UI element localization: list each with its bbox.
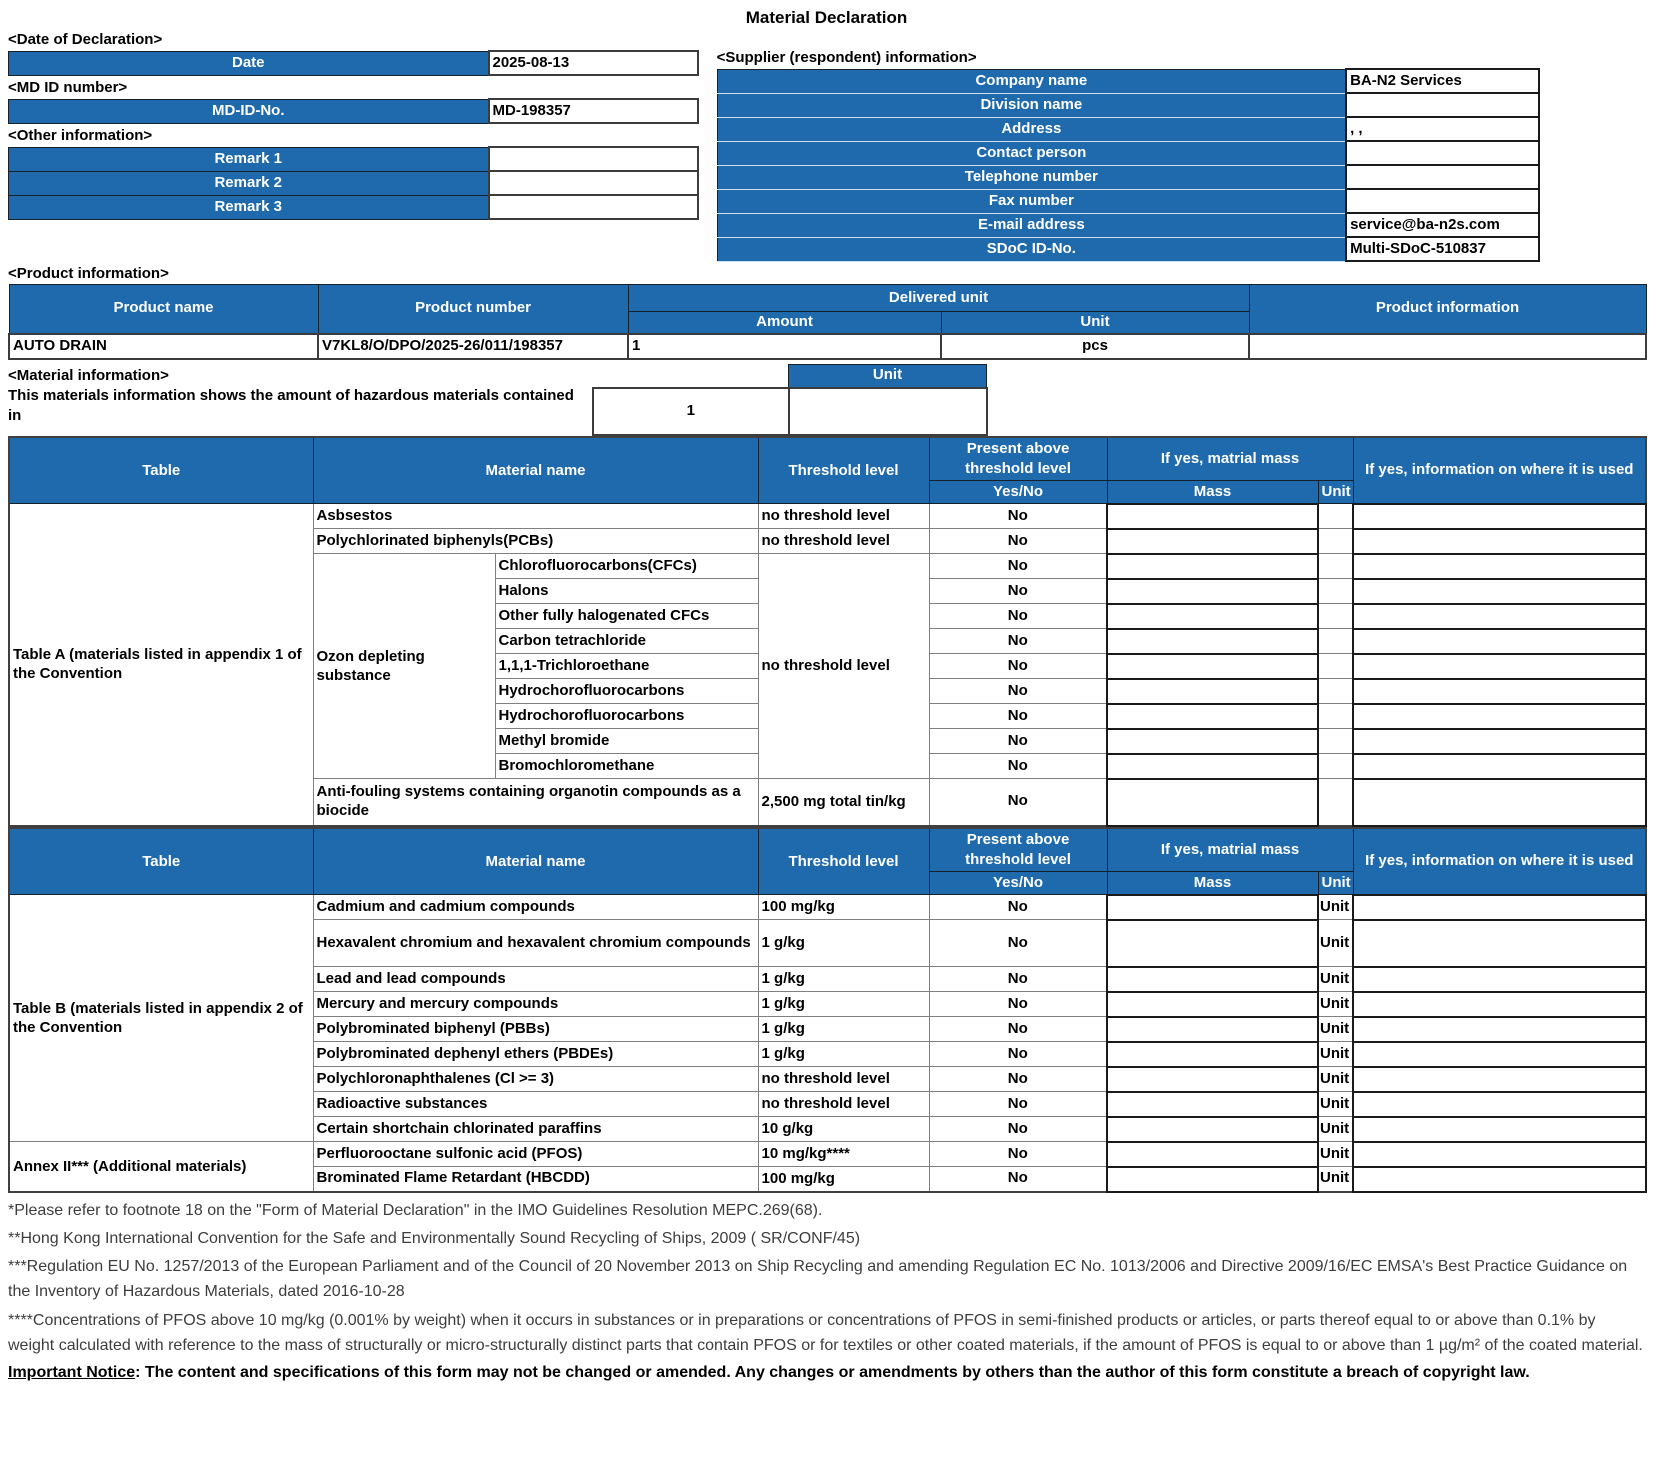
remarks-table: [8, 146, 699, 220]
unit-cell: Unit: [1318, 1117, 1353, 1142]
threshold-cell: no threshold level: [758, 1092, 929, 1117]
md-id-heading: <MD ID number>: [8, 79, 128, 96]
present-cell: No: [929, 1117, 1107, 1142]
unit-subheader: Unit: [1318, 872, 1353, 895]
threshold-level-header: Threshold level: [758, 828, 929, 895]
footnote-4: ****Concentrations of PFOS above 10 mg/kg (0.001% by weight) when it occurs in substances or in preparations or concentrations of PFOS in semi-finished products or articles, or parts thereof equal to or above than 0.1% by weight calculated with reference to the mass of structurally or micro-structurally distinct parts that contain PFOS or for textiles or other coated materials, if the amount of PFOS is equal to or above than 1 µg/m² of the coated material.: [8, 1311, 1643, 1354]
remark-1-label: Remark 1: [9, 147, 489, 171]
present-cell: No: [929, 604, 1107, 629]
unit-cell: Unit: [1318, 895, 1353, 920]
unit-cell: [1318, 629, 1353, 654]
material-unit-table: [592, 364, 988, 436]
fax-value: [1346, 189, 1539, 213]
table-row: [9, 171, 698, 195]
material-cell: Lead and lead compounds: [313, 967, 758, 992]
where-used-cell: [1353, 1017, 1646, 1042]
mass-cell: [1107, 1042, 1318, 1067]
table-column-header: Table: [9, 437, 313, 504]
table-row: [717, 213, 1539, 237]
contact-person-label: Contact person: [717, 141, 1346, 165]
where-used-cell: [1353, 679, 1646, 704]
product-information-header: Product information: [1249, 285, 1646, 334]
mass-cell: [1107, 895, 1318, 920]
where-used-cell: [1353, 729, 1646, 754]
table-row: [9, 828, 1646, 872]
mass-cell: [1107, 1092, 1318, 1117]
mass-cell: [1107, 704, 1318, 729]
unit-cell: [1318, 579, 1353, 604]
unit-cell: Unit: [1318, 967, 1353, 992]
table-row: [9, 195, 698, 219]
material-cell: Polybrominated dephenyl ethers (PBDEs): [313, 1042, 758, 1067]
mass-cell: [1107, 729, 1318, 754]
mass-cell: [1107, 1142, 1318, 1167]
threshold-cell: 100 mg/kg: [758, 895, 929, 920]
unit-cell: Unit: [1318, 1092, 1353, 1117]
material-cell: Certain shortchain chlorinated paraffins: [313, 1117, 758, 1142]
unit-cell: [1318, 754, 1353, 779]
present-cell: No: [929, 729, 1107, 754]
sub-material-cell: Halons: [495, 579, 758, 604]
company-name-label: Company name: [717, 69, 1346, 93]
sub-material-cell: Chlorofluorocarbons(CFCs): [495, 554, 758, 579]
present-cell: No: [929, 704, 1107, 729]
product-name-header: Product name: [9, 285, 318, 334]
where-used-cell: [1353, 1092, 1646, 1117]
present-cell: No: [929, 504, 1107, 529]
footnote-3: ***Regulation EU No. 1257/2013 of the European Parliament and of the Council of 20 November 2013 on Ship Recycling and amending Regulation EC No. 1013/2006 and Directive 2009/16/EC EMSA's Best Practice Guidance on the Inventory of Hazardous Materials, dated 2016-10-28: [8, 1258, 1628, 1301]
mass-cell: [1107, 554, 1318, 579]
where-used-cell: [1353, 754, 1646, 779]
material-cell: Asbsestos: [313, 504, 758, 529]
unit-cell: Unit: [1318, 1167, 1353, 1192]
md-id-value: MD-198357: [489, 99, 698, 123]
table-row: [717, 69, 1539, 93]
product-info-value: [1249, 334, 1646, 359]
sub-material-cell: Hydrochorofluorocarbons: [495, 679, 758, 704]
unit-cell: [1318, 779, 1353, 826]
table-row: [9, 147, 698, 171]
other-information-heading: <Other information>: [8, 127, 153, 144]
md-id-table: [8, 98, 699, 124]
table-row: [593, 364, 987, 388]
table-row: [717, 141, 1539, 165]
sub-material-cell: Hydrochorofluorocarbons: [495, 704, 758, 729]
telephone-value: [1346, 165, 1539, 189]
contact-person-value: [1346, 141, 1539, 165]
unit-cell: [1318, 704, 1353, 729]
email-value: service@ba-n2s.com: [1346, 213, 1539, 237]
if-yes-mass-header: If yes, matrial mass: [1107, 437, 1353, 481]
material-information-description: This materials information shows the amount of hazardous materials contained in: [8, 386, 574, 424]
where-used-cell: [1353, 579, 1646, 604]
threshold-cell: 100 mg/kg: [758, 1167, 929, 1192]
table-row: [593, 388, 987, 435]
present-cell: No: [929, 992, 1107, 1017]
where-used-cell: [1353, 704, 1646, 729]
address-label: Address: [717, 117, 1346, 141]
mass-cell: [1107, 1167, 1318, 1192]
product-table: [8, 284, 1647, 360]
yes-no-header: Yes/No: [929, 872, 1107, 895]
threshold-cell: 1 g/kg: [758, 1042, 929, 1067]
where-used-cell: [1353, 920, 1646, 967]
material-cell: Polychlorinated biphenyls(PCBs): [313, 529, 758, 554]
material-cell: Radioactive substances: [313, 1092, 758, 1117]
unit-cell: Unit: [1318, 920, 1353, 967]
present-cell: No: [929, 1167, 1107, 1192]
date-table: [8, 50, 699, 76]
product-name-value: AUTO DRAIN: [9, 334, 318, 359]
annex-ii-label: Annex II*** (Additional materials): [9, 1142, 313, 1192]
threshold-cell: 1 g/kg: [758, 1017, 929, 1042]
unit-cell: [1318, 729, 1353, 754]
threshold-cell: 10 g/kg: [758, 1117, 929, 1142]
sub-material-cell: Other fully halogenated CFCs: [495, 604, 758, 629]
material-cell: Hexavalent chromium and hexavalent chromium compounds: [313, 920, 758, 967]
unit-subheader: Unit: [1318, 481, 1353, 504]
md-id-label: MD-ID-No.: [9, 99, 489, 123]
table-a-label: Table A (materials listed in appendix 1 of the Convention: [9, 504, 313, 826]
product-information-heading: <Product information>: [8, 265, 169, 282]
threshold-cell: no threshold level: [758, 529, 929, 554]
supplier-block: [705, 46, 1645, 262]
table-row: [9, 285, 1646, 312]
mass-cell: [1107, 604, 1318, 629]
top-section: [8, 28, 1645, 262]
date-value: 2025-08-13: [489, 51, 698, 75]
material-name-header: Material name: [313, 828, 758, 895]
if-yes-info-header: If yes, information on where it is used: [1353, 437, 1646, 504]
where-used-cell: [1353, 604, 1646, 629]
table-row: [9, 51, 698, 75]
unit-cell: [1318, 679, 1353, 704]
threshold-cell: 1 g/kg: [758, 967, 929, 992]
delivered-unit-header: Delivered unit: [628, 285, 1249, 312]
remark-1-value: [489, 147, 698, 171]
important-notice-text: : The content and specifications of this form may not be changed or amended. Any changes or amendments by others than the author of this form constitute a breach of copyright law.: [135, 1364, 1530, 1382]
mass-cell: [1107, 920, 1318, 967]
unit-cell: [1318, 554, 1353, 579]
mass-cell: [1107, 1117, 1318, 1142]
sub-material-cell: Bromochloromethane: [495, 754, 758, 779]
where-used-cell: [1353, 1067, 1646, 1092]
address-value: , ,: [1346, 117, 1539, 141]
email-label: E-mail address: [717, 213, 1346, 237]
if-yes-info-header: If yes, information on where it is used: [1353, 828, 1646, 895]
threshold-cell: no threshold level: [758, 1067, 929, 1092]
unit-cell: [1318, 504, 1353, 529]
important-notice: [8, 1361, 1645, 1386]
present-cell: No: [929, 779, 1107, 826]
where-used-cell: [1353, 895, 1646, 920]
present-cell: No: [929, 967, 1107, 992]
mass-cell: [1107, 1067, 1318, 1092]
material-information-block: [8, 364, 1645, 436]
amount-header: Amount: [628, 312, 941, 334]
footnotes-block: [8, 1198, 1645, 1386]
division-name-value: [1346, 93, 1539, 117]
table-row: [9, 1142, 1646, 1167]
where-used-cell: [1353, 779, 1646, 826]
material-cell: Cadmium and cadmium compounds: [313, 895, 758, 920]
material-cell: Brominated Flame Retardant (HBCDD): [313, 1167, 758, 1192]
where-used-cell: [1353, 1117, 1646, 1142]
fax-label: Fax number: [717, 189, 1346, 213]
unit-cell: Unit: [1318, 1067, 1353, 1092]
table-row: [9, 895, 1646, 920]
threshold-cell: no threshold level: [758, 554, 929, 779]
mass-cell: [1107, 629, 1318, 654]
product-unit-value: pcs: [941, 334, 1249, 359]
sub-material-cell: Carbon tetrachloride: [495, 629, 758, 654]
yes-no-header: Yes/No: [929, 481, 1107, 504]
present-cell: No: [929, 554, 1107, 579]
threshold-cell: 1 g/kg: [758, 920, 929, 967]
division-name-label: Division name: [717, 93, 1346, 117]
supplier-table: [717, 68, 1541, 262]
threshold-cell: 10 mg/kg****: [758, 1142, 929, 1167]
where-used-cell: [1353, 1042, 1646, 1067]
present-cell: No: [929, 895, 1107, 920]
mass-cell: [1107, 679, 1318, 704]
present-cell: No: [929, 679, 1107, 704]
present-cell: No: [929, 629, 1107, 654]
present-cell: No: [929, 529, 1107, 554]
important-notice-label: Important Notice: [8, 1364, 136, 1382]
material-cell: Mercury and mercury compounds: [313, 992, 758, 1017]
mass-cell: [1107, 779, 1318, 826]
mass-cell: [1107, 529, 1318, 554]
present-cell: No: [929, 1142, 1107, 1167]
present-cell: No: [929, 1042, 1107, 1067]
unit-cell: Unit: [1318, 1042, 1353, 1067]
material-amount-value: 1: [593, 388, 789, 435]
table-row: [9, 504, 1646, 529]
unit-cell: [1318, 654, 1353, 679]
where-used-cell: [1353, 1167, 1646, 1192]
product-amount-value: 1: [628, 334, 941, 359]
date-label: Date: [9, 51, 489, 75]
remark-2-label: Remark 2: [9, 171, 489, 195]
mass-cell: [1107, 754, 1318, 779]
if-yes-mass-header: If yes, matrial mass: [1107, 828, 1353, 872]
mass-cell: [1107, 579, 1318, 604]
spacer-cell: [593, 364, 789, 388]
present-cell: No: [929, 579, 1107, 604]
where-used-cell: [1353, 992, 1646, 1017]
material-unit-header: Unit: [789, 364, 987, 388]
table-row: [9, 437, 1646, 481]
threshold-cell: no threshold level: [758, 504, 929, 529]
mass-cell: [1107, 967, 1318, 992]
mass-cell: [1107, 654, 1318, 679]
mass-cell: [1107, 992, 1318, 1017]
sub-material-cell: Methyl bromide: [495, 729, 758, 754]
product-number-header: Product number: [318, 285, 628, 334]
table-row: [717, 237, 1539, 261]
table-row: [717, 117, 1539, 141]
mass-header: Mass: [1107, 481, 1318, 504]
mass-header: Mass: [1107, 872, 1318, 895]
product-row: [9, 334, 1646, 359]
present-cell: No: [929, 1017, 1107, 1042]
threshold-level-header: Threshold level: [758, 437, 929, 504]
table-column-header: Table: [9, 828, 313, 895]
present-above-header: Present above threshold level: [929, 437, 1107, 481]
unit-cell: Unit: [1318, 992, 1353, 1017]
where-used-cell: [1353, 554, 1646, 579]
present-cell: No: [929, 1067, 1107, 1092]
supplier-heading: <Supplier (respondent) information>: [716, 49, 977, 66]
table-row: [717, 165, 1539, 189]
company-name-value: BA-N2 Services: [1346, 69, 1539, 93]
telephone-label: Telephone number: [717, 165, 1346, 189]
material-cell: Polybrominated biphenyl (PBBs): [313, 1017, 758, 1042]
present-above-header: Present above threshold level: [929, 828, 1107, 872]
unit-cell: [1318, 529, 1353, 554]
where-used-cell: [1353, 1142, 1646, 1167]
mass-cell: [1107, 504, 1318, 529]
unit-cell: [1318, 604, 1353, 629]
material-cell: Polychloronaphthalenes (Cl >= 3): [313, 1067, 758, 1092]
present-cell: No: [929, 754, 1107, 779]
table-row: [717, 189, 1539, 213]
product-number-value: V7KL8/O/DPO/2025-26/011/198357: [318, 334, 628, 359]
material-unit-value: [789, 388, 987, 435]
where-used-cell: [1353, 504, 1646, 529]
table-row: [9, 99, 698, 123]
material-information-heading: <Material information>: [8, 366, 169, 384]
where-used-cell: [1353, 654, 1646, 679]
where-used-cell: [1353, 529, 1646, 554]
unit-cell: Unit: [1318, 1017, 1353, 1042]
mass-cell: [1107, 1017, 1318, 1042]
present-cell: No: [929, 920, 1107, 967]
hazmat-table-b: [8, 827, 1647, 1193]
date-of-declaration-heading: <Date of Declaration>: [8, 31, 163, 48]
threshold-cell: 1 g/kg: [758, 992, 929, 1017]
page-title: Material Declaration: [745, 8, 908, 27]
unit-header: Unit: [941, 312, 1249, 334]
where-used-cell: [1353, 629, 1646, 654]
hazmat-table-a: [8, 436, 1647, 827]
table-b-label: Table B (materials listed in appendix 2 of the Convention: [9, 895, 313, 1142]
material-group-cell: Ozon depleting substance: [313, 554, 495, 779]
sdoc-id-label: SDoC ID-No.: [717, 237, 1346, 261]
remark-3-value: [489, 195, 698, 219]
footnote-1: *Please refer to footnote 18 on the "Form of Material Declaration" in the IMO Guidelines Resolution MEPC.269(68).: [8, 1201, 823, 1219]
where-used-cell: [1353, 967, 1646, 992]
material-cell: Anti-fouling systems containing organotin compounds as a biocide: [313, 779, 758, 826]
table-row: [717, 93, 1539, 117]
footnote-2: **Hong Kong International Convention for the Safe and Environmentally Sound Recycling of Ships, 2009 ( SR/CONF/45): [8, 1229, 861, 1247]
sdoc-id-value: Multi-SDoC-510837: [1346, 237, 1539, 261]
present-cell: No: [929, 1092, 1107, 1117]
unit-cell: Unit: [1318, 1142, 1353, 1167]
declaration-block: [8, 28, 705, 220]
material-name-header: Material name: [313, 437, 758, 504]
remark-2-value: [489, 171, 698, 195]
present-cell: No: [929, 654, 1107, 679]
sub-material-cell: 1,1,1-Trichloroethane: [495, 654, 758, 679]
material-cell: Perfluorooctane sulfonic acid (PFOS): [313, 1142, 758, 1167]
remark-3-label: Remark 3: [9, 195, 489, 219]
threshold-cell: 2,500 mg total tin/kg: [758, 779, 929, 826]
